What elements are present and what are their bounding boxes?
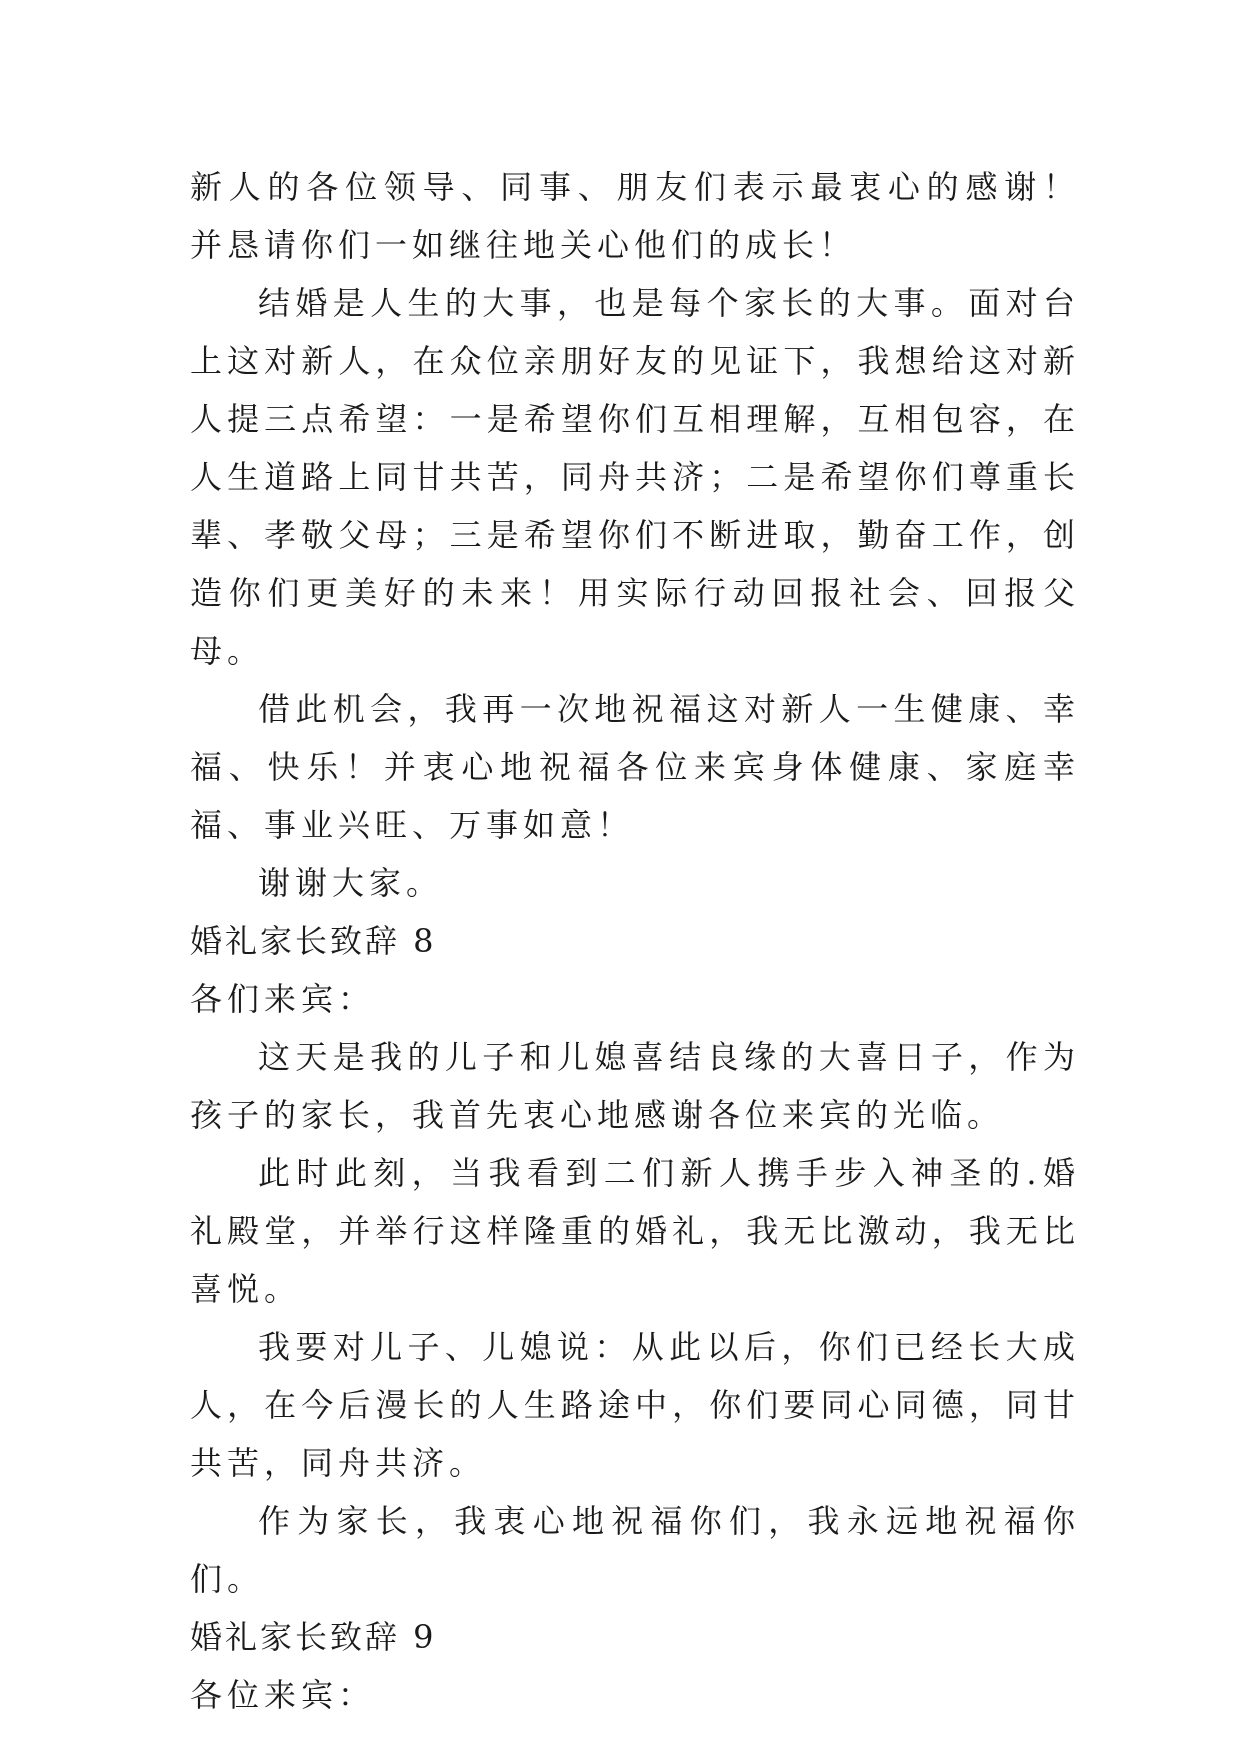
- paragraph: 借此机会，我再一次地祝福这对新人一生健康、幸福、快乐！并衷心地祝福各位来宾身体健康、家庭幸福、事业兴旺、万事如意！: [190, 690, 1080, 844]
- paragraph: 这天是我的儿子和儿媳喜结良缘的大喜日子，作为孩子的家长，我首先衷心地感谢各位来宾的光临。: [190, 1038, 1080, 1134]
- paragraph: 谢谢大家。: [258, 864, 444, 902]
- paragraph: 结婚是人生的大事，也是每个家长的大事。面对台上这对新人，在众位亲朋好友的见证下，我想给这对新人提三点希望：一是希望你们互相理解，互相包容，在人生道路上同甘共苦，同舟共济；二是希望你们尊重长辈、孝敬父母；三是希望你们不断进取，勤奋工作，创造你们更美好的未来！用实际行动回报社会、回报父母。: [190, 284, 1080, 670]
- section-heading: 婚礼家长致辞 9: [190, 1618, 437, 1656]
- paragraph: 新人的各位领导、同事、朋友们表示最衷心的感谢！ 并恳请你们一如继往地关心他们的成长！: [190, 168, 1118, 264]
- salutation: 各们来宾：: [190, 980, 376, 1018]
- section-heading: 婚礼家长致辞 8: [190, 922, 437, 960]
- document-body: [190, 158, 1118, 1724]
- salutation: 各位来宾：: [190, 1676, 376, 1714]
- paragraph: 此时此刻，当我看到二们新人携手步入神圣的.婚礼殿堂，并举行这样隆重的婚礼，我无比激动，我无比喜悦。: [190, 1154, 1080, 1308]
- paragraph: 我要对儿子、儿媳说：从此以后，你们已经长大成人，在今后漫长的人生路途中，你们要同心同德，同甘共苦，同舟共济。: [190, 1328, 1080, 1482]
- paragraph: 作为家长，我衷心地祝福你们，我永远地祝福你们。: [190, 1502, 1080, 1598]
